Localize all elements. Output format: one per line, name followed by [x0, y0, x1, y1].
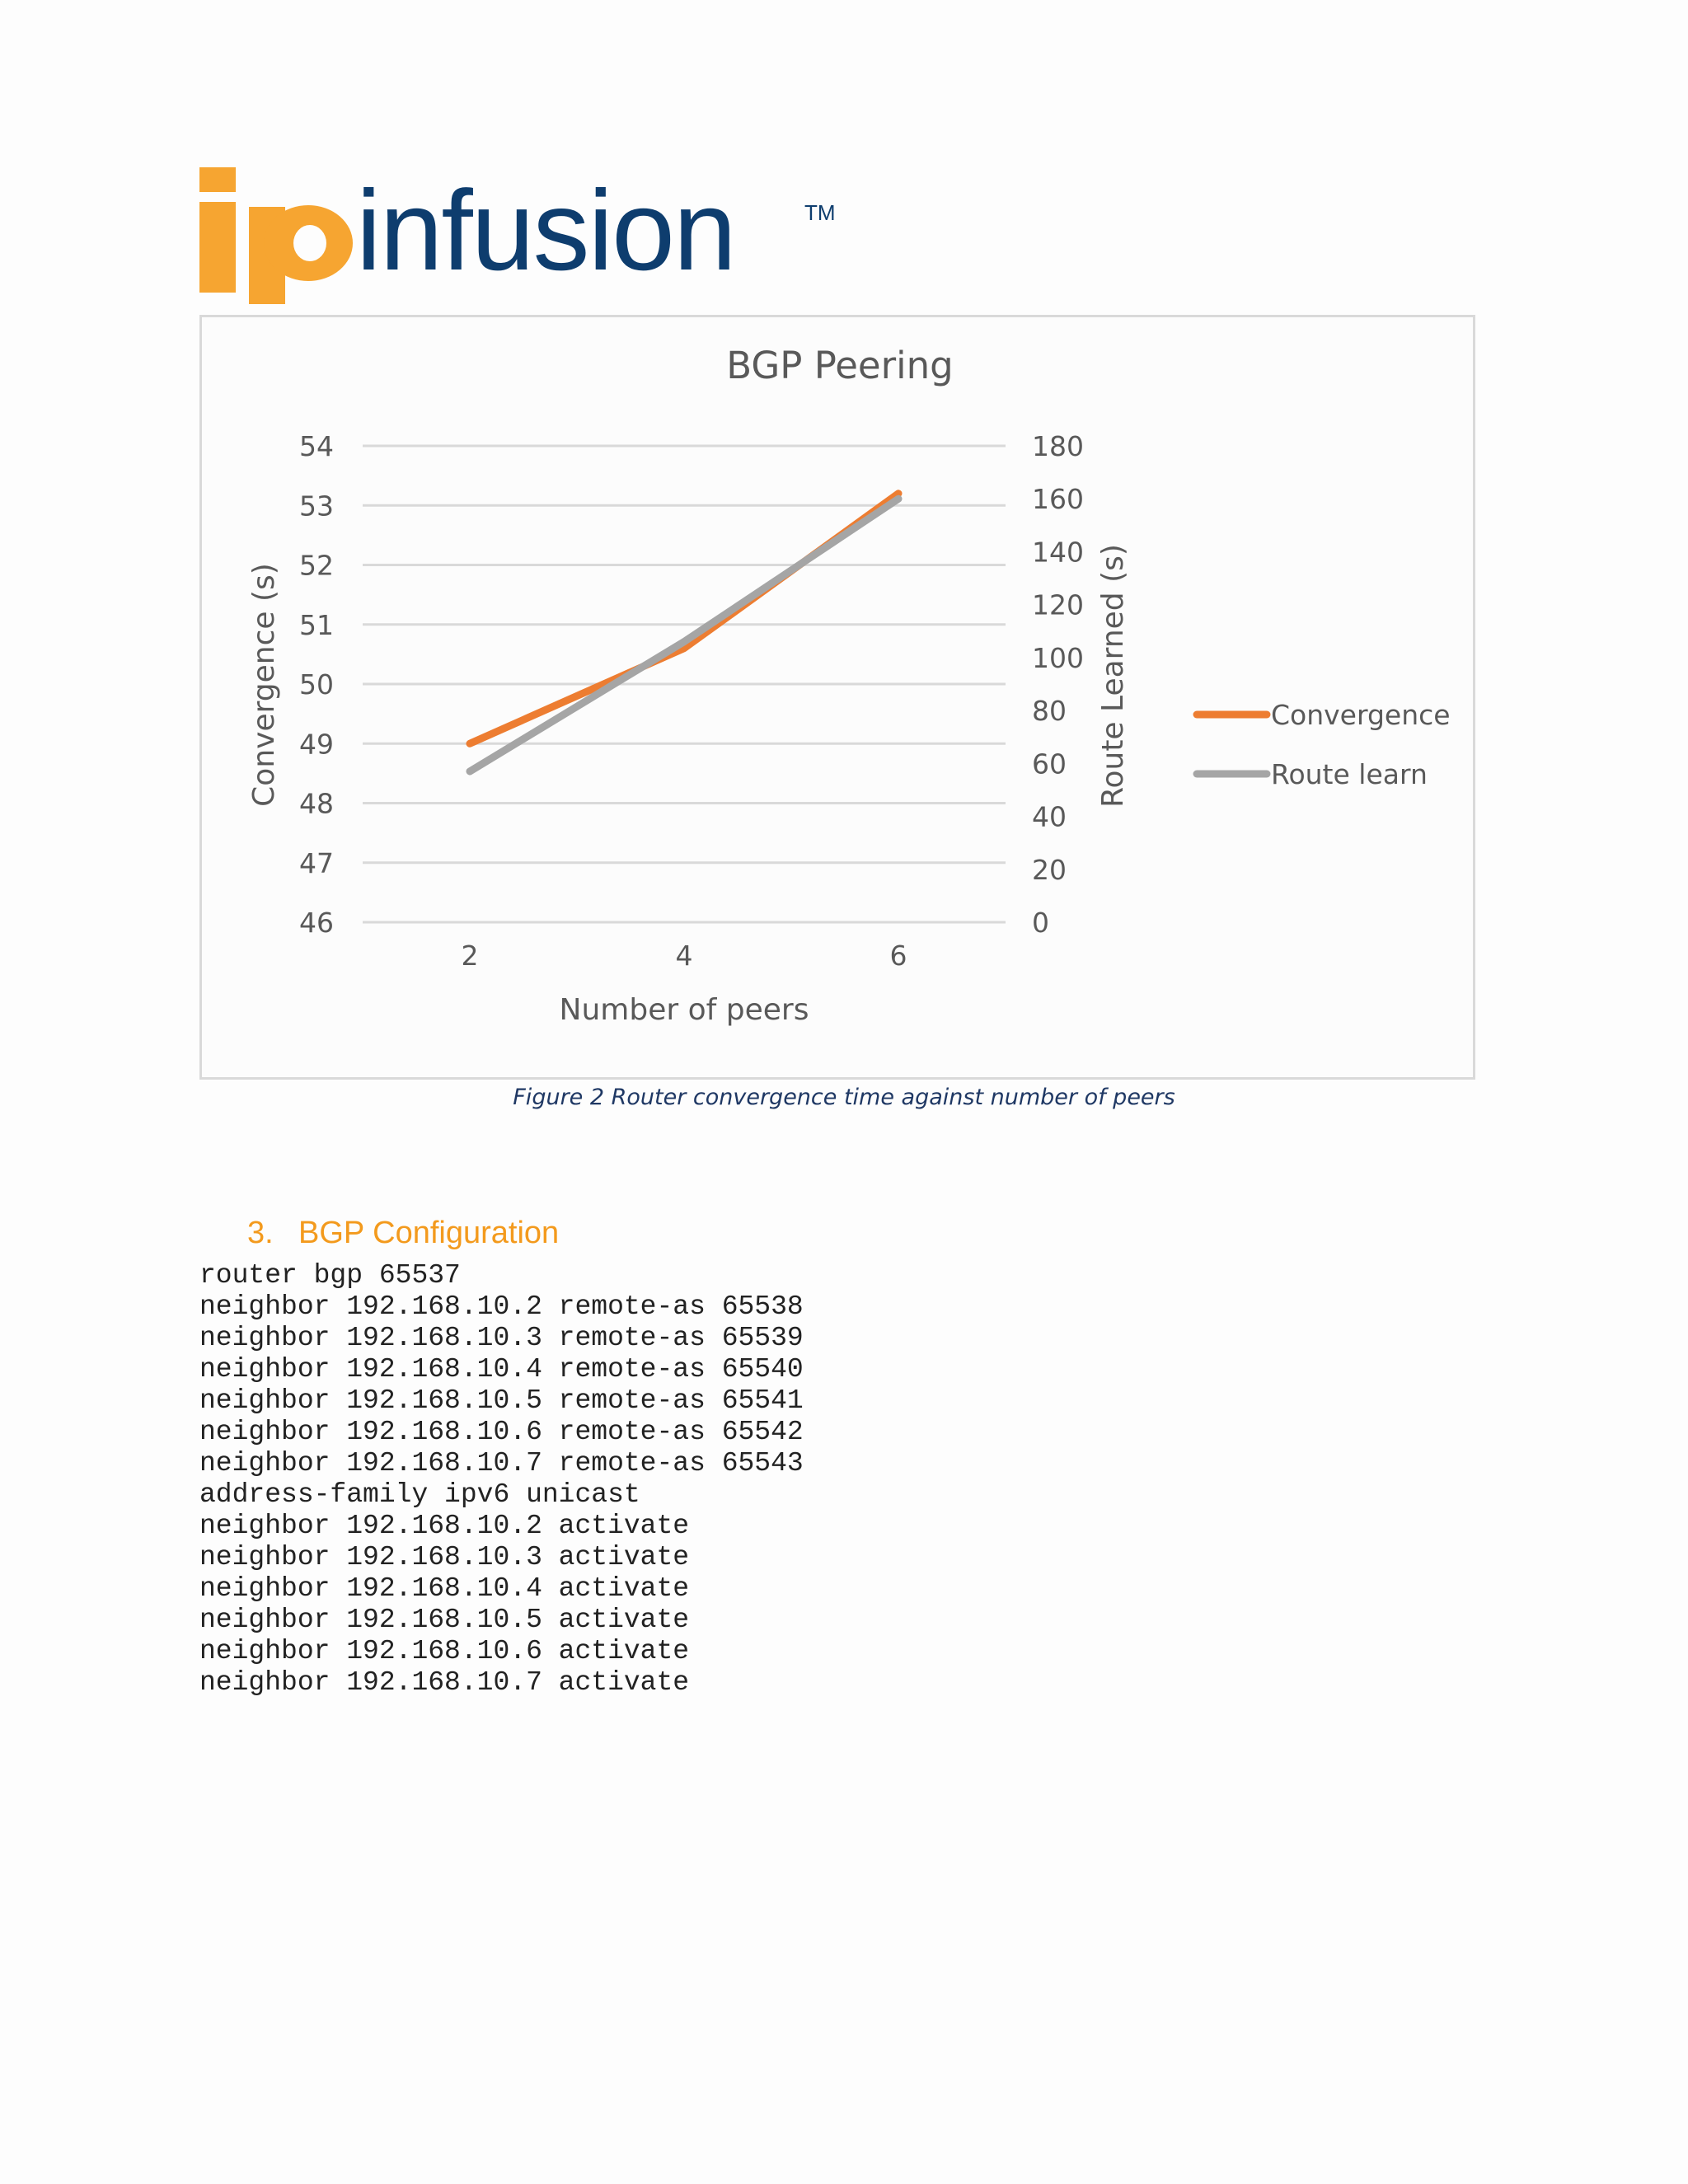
- left-tick-label: 53: [299, 490, 334, 523]
- code-line: router bgp 65537: [199, 1260, 461, 1291]
- left-axis-ticks: [299, 430, 334, 939]
- series-line-route-learn: [470, 499, 898, 771]
- right-tick-label: 140: [1032, 536, 1084, 569]
- right-tick-label: 120: [1032, 588, 1084, 621]
- left-tick-label: 49: [299, 728, 334, 761]
- logo-word: infusion: [356, 167, 735, 294]
- code-line: address-family ipv6 unicast: [199, 1479, 640, 1510]
- right-tick-label: 160: [1032, 483, 1084, 516]
- code-line: neighbor 192.168.10.3 remote-as 65539: [199, 1323, 804, 1353]
- right-tick-label: 20: [1032, 853, 1067, 886]
- code-line: neighbor 192.168.10.2 remote-as 65538: [199, 1291, 804, 1322]
- ip-infusion-logo: [195, 161, 837, 309]
- chart-frame: [199, 315, 1475, 1080]
- code-line: neighbor 192.168.10.5 activate: [199, 1605, 690, 1635]
- chart-title: BGP Peering: [726, 344, 954, 387]
- left-tick-label: 51: [299, 608, 334, 641]
- chart-gridlines: [363, 446, 1006, 922]
- left-tick-label: 50: [299, 668, 334, 701]
- figure-caption: Figure 2 Router convergence time against number of peers: [513, 1085, 1175, 1110]
- code-line: neighbor 192.168.10.4 remote-as 65540: [199, 1354, 804, 1385]
- left-tick-label: 52: [299, 549, 334, 582]
- code-line: neighbor 192.168.10.6 activate: [199, 1636, 690, 1666]
- left-tick-label: 47: [299, 846, 334, 879]
- code-line: neighbor 192.168.10.4 activate: [199, 1573, 690, 1604]
- right-tick-label: 80: [1032, 695, 1067, 728]
- section-heading: [247, 1216, 559, 1251]
- left-tick-label: 48: [299, 787, 334, 820]
- right-tick-label: 180: [1032, 430, 1084, 462]
- left-axis-label: Convergence (s): [247, 563, 281, 807]
- code-line: neighbor 192.168.10.5 remote-as 65541: [199, 1385, 804, 1416]
- right-tick-label: 60: [1032, 748, 1067, 780]
- code-line: neighbor 192.168.10.6 remote-as 65542: [199, 1417, 804, 1447]
- code-line: neighbor 192.168.10.7 activate: [199, 1667, 690, 1698]
- section-number: 3.: [247, 1216, 274, 1250]
- logo-tm: TM: [804, 200, 836, 225]
- right-tick-label: 0: [1032, 907, 1049, 939]
- section-title: BGP Configuration: [298, 1216, 560, 1250]
- x-axis-ticks: [462, 940, 907, 972]
- legend-label: Route learn: [1271, 758, 1428, 790]
- series-line-convergence: [470, 494, 898, 743]
- right-tick-label: 100: [1032, 641, 1084, 674]
- chart-legend: [1197, 699, 1451, 790]
- x-tick-label: 6: [889, 940, 907, 972]
- right-axis-ticks: [1032, 430, 1084, 939]
- code-line: neighbor 192.168.10.3 activate: [199, 1542, 690, 1572]
- right-tick-label: 40: [1032, 800, 1067, 833]
- x-tick-label: 4: [675, 940, 693, 972]
- chart-series: [470, 494, 898, 771]
- bgp-peering-chart: [202, 317, 1473, 1077]
- bgp-config-code: [199, 1260, 804, 1699]
- code-line: neighbor 192.168.10.7 remote-as 65543: [199, 1448, 804, 1479]
- x-tick-label: 2: [461, 940, 479, 972]
- left-tick-label: 46: [299, 907, 334, 939]
- code-line: neighbor 192.168.10.2 activate: [199, 1511, 690, 1541]
- legend-label: Convergence: [1271, 699, 1451, 731]
- right-axis-label: Route Learned (s): [1096, 544, 1130, 808]
- x-axis-label: Number of peers: [559, 993, 809, 1027]
- left-tick-label: 54: [299, 430, 334, 462]
